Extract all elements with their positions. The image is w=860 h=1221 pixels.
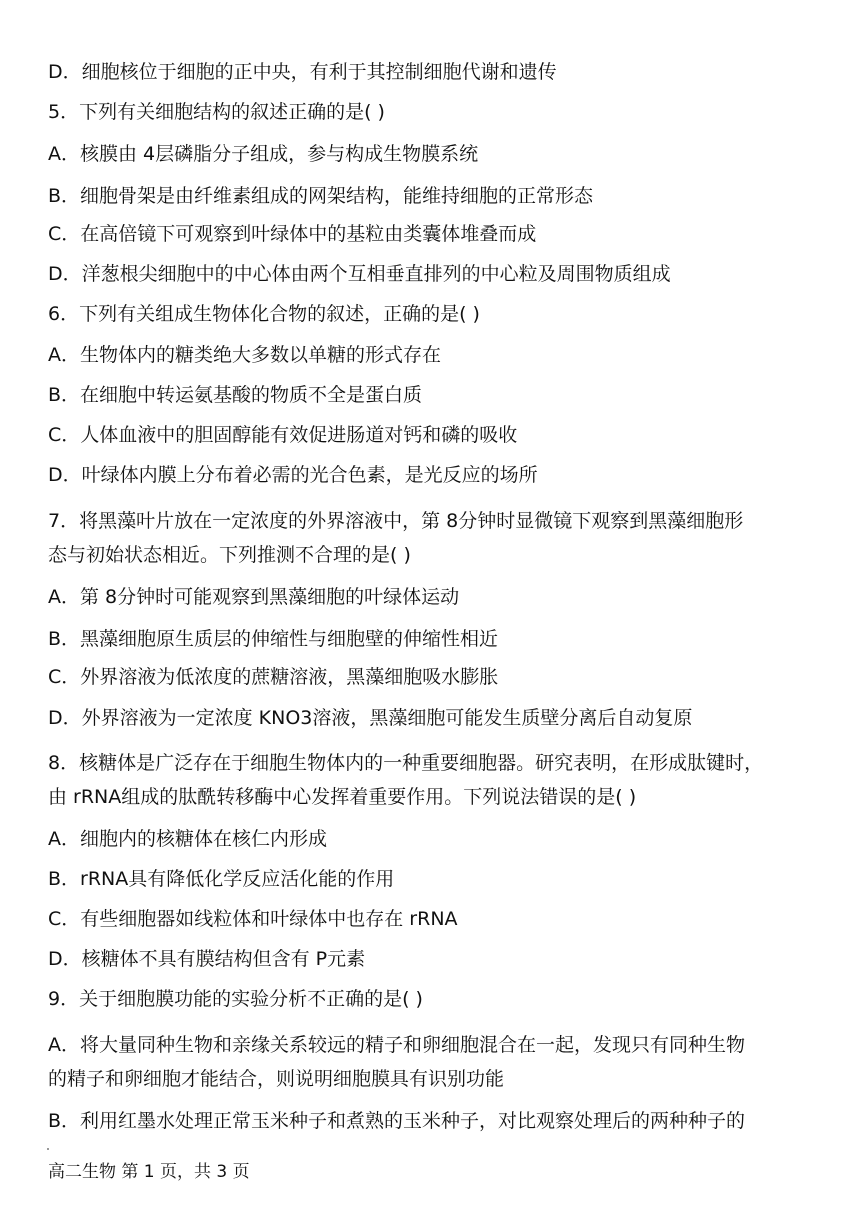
option-6c: C．人体血液中的胆固醇能有效促进肠道对钙和磷的吸收 xyxy=(48,424,518,446)
option-4d: D．细胞核位于细胞的正中央，有利于其控制细胞代谢和遗传 xyxy=(48,61,557,83)
option-5d: D．洋葱根尖细胞中的中心体由两个互相垂直排列的中心粒及周围物质组成 xyxy=(48,263,671,285)
option-8b: B．rRNA具有降低化学反应活化能的作用 xyxy=(48,868,395,890)
option-8d: D．核糖体不具有膜结构但含有 P元素 xyxy=(48,948,366,970)
option-9b-line-1: B．利用红墨水处理正常玉米种子和煮熟的玉米种子，对比观察处理后的两种种子的 xyxy=(48,1110,746,1132)
option-5c: C．在高倍镜下可观察到叶绿体中的基粒由类囊体堆叠而成 xyxy=(48,223,537,245)
option-7d: D．外界溶液为一定浓度 KNO3溶液，黑藻细胞可能发生质壁分离后自动复原 xyxy=(48,707,693,729)
option-7b: B．黑藻细胞原生质层的伸缩性与细胞壁的伸缩性相近 xyxy=(48,628,499,650)
question-5: 5．下列有关细胞结构的叙述正确的是( ) xyxy=(48,101,385,123)
option-7c: C．外界溶液为低浓度的蔗糖溶液，黑藻细胞吸水膨胀 xyxy=(48,666,499,688)
question-6: 6．下列有关组成生物体化合物的叙述，正确的是( ) xyxy=(48,303,480,325)
option-5a: A．核膜由 4层磷脂分子组成，参与构成生物膜系统 xyxy=(48,143,479,165)
option-6a: A．生物体内的糖类绝大多数以单糖的形式存在 xyxy=(48,344,441,366)
question-8-line-2: 由 rRNA组成的肽酰转移酶中心发挥着重要作用。下列说法错误的是( ) xyxy=(48,786,637,808)
question-8-line-1: 8．核糖体是广泛存在于细胞生物体内的一种重要细胞器。研究表明，在形成肽键时， xyxy=(48,752,764,774)
page-mark xyxy=(47,1148,49,1150)
question-7-line-2: 态与初始状态相近。下列推测不合理的是( ) xyxy=(48,544,411,566)
option-6d: D．叶绿体内膜上分布着必需的光合色素，是光反应的场所 xyxy=(48,464,538,486)
option-7a: A．第 8分钟时可能观察到黑藻细胞的叶绿体运动 xyxy=(48,586,460,608)
option-9a-line-1: A．将大量同种生物和亲缘关系较远的精子和卵细胞混合在一起，发现只有同种生物 xyxy=(48,1034,745,1056)
question-9: 9．关于细胞膜功能的实验分析不正确的是( ) xyxy=(48,988,423,1010)
option-6b: B．在细胞中转运氨基酸的物质不全是蛋白质 xyxy=(48,384,423,406)
question-7-line-1: 7．将黑藻叶片放在一定浓度的外界溶液中，第 8分钟时显微镜下观察到黑藻细胞形 xyxy=(48,510,744,532)
option-8a: A．细胞内的核糖体在核仁内形成 xyxy=(48,828,327,850)
option-8c: C．有些细胞器如线粒体和叶绿体中也存在 rRNA xyxy=(48,908,458,930)
option-9a-line-2: 的精子和卵细胞才能结合，则说明细胞膜具有识别功能 xyxy=(48,1068,505,1090)
page-footer: 高二生物 第 1 页，共 3 页 xyxy=(48,1162,250,1182)
option-5b: B．细胞骨架是由纤维素组成的网架结构，能维持细胞的正常形态 xyxy=(48,185,594,207)
